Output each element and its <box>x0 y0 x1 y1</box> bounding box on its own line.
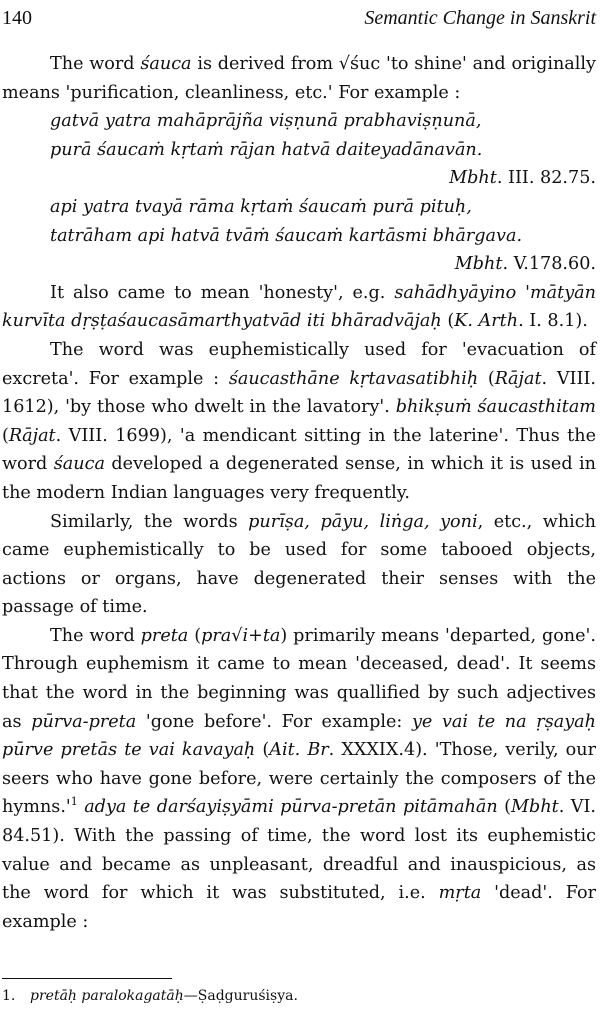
verse-line: tatrāham api hatvā tvāṁ śaucaṁ kartāsmi bhārgava. <box>50 225 523 246</box>
verse-reference <box>2 164 596 193</box>
paragraph-honesty <box>2 279 596 336</box>
footnote-number: 1. <box>2 988 16 1004</box>
text-run: Similarly, the words <box>50 511 249 532</box>
text-run: ) primarily means 'departed, gone'. Through euphemism it came to mean 'deceased, dead'. It seems that the word in the beginning was quallified by such adjectives as <box>2 625 596 732</box>
verse-line: api yatra tvayā rāma kṛtaṁ śaucaṁ purā pituḥ, <box>50 196 472 217</box>
italic-term: śaucasthāne kṛtavasatibhiḥ <box>228 368 479 389</box>
reference-title: Mbht <box>454 254 503 275</box>
page-number: 140 <box>2 7 32 29</box>
paragraph-preta <box>2 622 596 937</box>
text-run: ( <box>2 425 9 446</box>
italic-term: mṛta <box>438 883 482 904</box>
footnote <box>2 986 596 1006</box>
text-run: developed a degenerated sense, in which it is used in the modern Indian languages very frequently. <box>2 454 596 503</box>
text-run: ( <box>255 740 270 761</box>
text-run: ( <box>497 797 512 818</box>
italic-term: purīṣa, pāyu, liṅga, yoni <box>248 511 478 532</box>
italic-term: preta <box>140 625 189 646</box>
reference-number: . V.178.60. <box>502 254 596 275</box>
text-run: The word <box>50 625 141 646</box>
text-run: 'gone before'. For example: <box>136 711 412 732</box>
text-run: , etc., which came euphemistically to be used for some tabooed objects, actions or organs, have degenerated their senses with the passage of time. <box>2 511 596 618</box>
text-run: . XXXIX.4). 'Those, verily, our seers who have gone before, were certainly the composers of the hymns.' <box>2 740 596 818</box>
text-run: . VIII. 1699), 'a mendicant sitting in the laterine'. Thus the word <box>2 425 596 475</box>
italic-term: śauca <box>140 54 192 74</box>
root-term: √śuc <box>338 54 381 74</box>
text-run: The word <box>50 54 141 74</box>
italic-term: śauca <box>53 454 105 475</box>
italic-term: ye vai te na ṛṣayaḥ pūrve pretās te vai kavayaḥ <box>2 711 596 761</box>
text-run: 'dead'. For example : <box>2 883 596 932</box>
page-body <box>2 50 596 936</box>
text-run: . VI. 84.51). With the passing of time, the word lost its euphemistic value and became as unpleasant, dreadful and inauspicious, as the word for which it was substituted, i.e. <box>2 797 597 904</box>
text-run: The word was euphemistically used for 'evacuation of excreta'. For example : <box>2 339 596 389</box>
footnote-text: —Ṣaḍguruśiṣya. <box>183 988 298 1004</box>
footnote-italic: pretāḥ paralokagatāḥ <box>30 988 184 1004</box>
footnote-divider <box>2 978 172 979</box>
italic-term: pra√i+ta <box>201 625 281 646</box>
verse-reference <box>2 250 596 279</box>
reference-title: Mbht <box>449 168 497 189</box>
text-run: It also came to mean 'honesty', e.g. <box>50 282 395 303</box>
italic-term: pūrva-preta <box>31 711 137 732</box>
text-run: . VIII. 1612), 'by those who dwelt in the lavatory'. <box>2 368 596 418</box>
italic-term: adya te darśayiṣyāmi pūrva-pretān pitāmahān <box>84 797 498 818</box>
verse-line: gatvā yatra mahāprājña viṣṇunā prabhaviṣṇunā, <box>50 111 482 132</box>
paragraph-similarly <box>2 508 596 622</box>
footnote-marker: 1 <box>70 795 78 809</box>
verse-line: purā śaucaṁ kṛtaṁ rājan hatvā daiteyadānavān. <box>50 139 483 160</box>
paragraph-sauca-etymology <box>2 50 596 107</box>
page-header <box>2 4 596 32</box>
running-title: Semantic Change in Sanskrit <box>364 7 596 29</box>
text-run: ( <box>188 625 202 646</box>
text-run: 'to shine' and originally means 'purification, cleanliness, etc.' For example : <box>2 54 596 103</box>
italic-term: bhikṣuṁ śaucasthitam <box>395 397 596 418</box>
italic-term: K. Arth <box>454 311 519 332</box>
reference-number: . III. 82.75. <box>496 168 596 189</box>
text-run: . I. 8.1). <box>518 311 588 332</box>
italic-term: Rājat <box>8 425 56 446</box>
text-run: ( <box>441 311 455 332</box>
text-run: ( <box>478 368 495 389</box>
text-run: is derived from <box>191 54 339 74</box>
italic-term: Mbht <box>511 797 559 818</box>
italic-term: Ait. Br <box>269 740 329 761</box>
italic-term: Rājat <box>494 368 542 389</box>
paragraph-euphemism <box>2 336 596 508</box>
italic-term: sahādhyāyino 'mātyān kurvīta dṛṣṭaśaucasāmarthyatvād iti bhāradvājaḥ <box>2 282 596 332</box>
